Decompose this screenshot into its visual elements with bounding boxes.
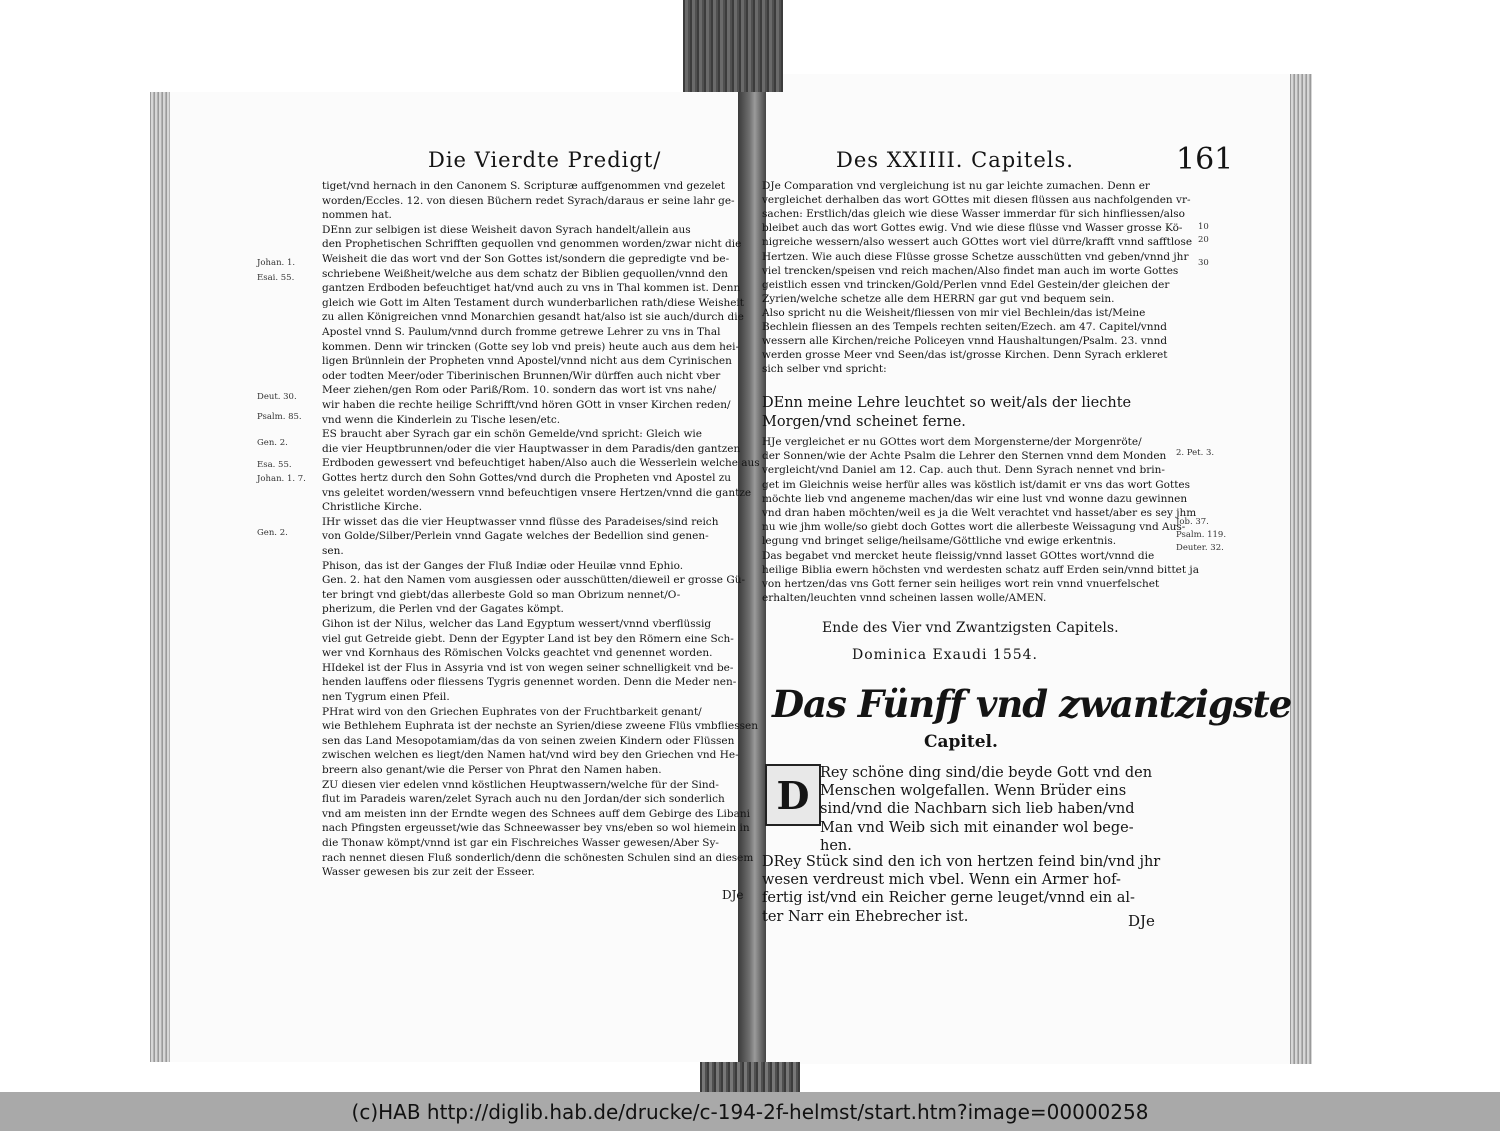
chapter-title: Das Fünff vnd zwantzigste — [772, 682, 1292, 726]
text-line: DEnn zur selbigen ist diese Weisheit davon Syrach handelt/allein aus — [322, 223, 691, 236]
text-line: vnd am meisten inn der Erndte wegen des Schnees auff dem Gebirge des Libani — [322, 807, 750, 820]
margin-note: Deut. 30. — [257, 392, 297, 402]
text-line: Gottes hertz durch den Sohn Gottes/vnd durch die Propheten vnd Apostel zu — [322, 472, 732, 484]
text-line: nu wie jhm wolle/so giebt doch Gottes wort die allerbeste Weissagung vnd Aus- — [762, 521, 1186, 534]
text-line: tiget/vnd hernach in den Canonem S. Scripturæ auffgenommen vnd gezelet — [322, 180, 725, 192]
text-line: kommen. Denn wir trincken (Gotte sey lob vnd preis) heute auch aus dem hei- — [322, 340, 740, 353]
text-line: Gihon ist der Nilus, welcher das Land Egyptum wessert/vnnd vberflüssig — [322, 618, 712, 630]
verse-line: wesen verdreust mich vbel. Wenn ein Armer hof- — [762, 872, 1121, 889]
text-line: gleich wie Gott im Alten Testament durch wunderbarlichen rath/diese Weisheit — [322, 296, 745, 309]
quote-line: DEnn meine Lehre leuchtet so weit/als der liechte — [762, 395, 1132, 411]
text-line: vnd wenn die Kinderlein zu Tische lesen/etc. — [322, 413, 561, 426]
text-line: Weisheit die das wort vnd der Son Gottes ist/sondern die gepredigte vnd be- — [322, 253, 730, 265]
left-page-edge — [150, 92, 170, 1062]
text-line: oder todten Meer/oder Tiberinischen Brunnen/Wir dürffen auch nicht vber — [322, 369, 721, 382]
text-line: viel trencken/speisen vnd reich machen/Also findet man auch im worte Gottes — [762, 264, 1179, 277]
text-line: get im Gleichnis weise herfür alles was köstlich ist/damit er vns das wort Gottes — [762, 478, 1191, 491]
verse-line: fertig ist/vnd ein Reicher gerne leuget/vnnd ein al- — [762, 890, 1135, 907]
text-line: vergleicht/vnd Daniel am 12. Cap. auch thut. Denn Syrach nennet vnd brin- — [762, 464, 1165, 477]
verse-line: Man vnd Weib sich mit einander wol bege- — [820, 819, 1134, 836]
margin-note: Esai. 55. — [257, 273, 295, 283]
text-line: zu allen Königreichen vnnd Monarchien gesandt hat/also ist sie auch/durch die — [322, 311, 744, 324]
text-line: ligen Brünnlein der Propheten vnnd Apostel/vnnd nicht aus dem Cyrinischen — [322, 355, 732, 368]
credit-text: (c)HAB http://diglib.hab.de/drucke/c-194-2f-helmst/start.htm?image=00000258 — [351, 1099, 1149, 1124]
text-line: werden grosse Meer vnd Seen/das ist/grosse Kirchen. Denn Syrach erkleret — [762, 349, 1168, 362]
verse-line: Rey schöne ding sind/die beyde Gott vnd den — [820, 765, 1153, 781]
verse-line: Menschen wolgefallen. Wenn Brüder eins — [820, 783, 1127, 800]
text-line: Wasser gewesen bis zur zeit der Esseer. — [322, 866, 535, 879]
margin-note: Psalm. 85. — [257, 412, 302, 422]
margin-note: Psalm. 119. — [1176, 530, 1227, 540]
text-line: wir haben die rechte heilige Schrifft/vnd hören GOtt in vnser Kirchen reden/ — [322, 399, 731, 411]
image-credit-footer — [0, 1092, 1500, 1131]
text-line: die Thonaw kömpt/vnnd ist gar ein Fischreiches Wasser gewesen/Aber Sy- — [322, 837, 719, 849]
text-line: pherizum, die Perlen vnd der Gagates kömpt. — [322, 603, 564, 616]
text-line: sich selber vnd spricht: — [762, 363, 887, 376]
left-running-head: Die Vierdte Predigt/ — [428, 148, 662, 172]
verse-line: hen. — [820, 837, 852, 854]
text-line: gantzen Erdboden befeuchtiget hat/vnd auch zu vns in Thal kommen ist. Denn — [322, 282, 741, 295]
drop-cap-initial: D — [765, 764, 821, 826]
text-line: der Sonnen/wie der Achte Psalm die Lehrer den Sternen vnnd dem Monden — [762, 450, 1167, 463]
text-line: PHrat wird von den Griechen Euphrates von der Fruchtbarkeit genant/ — [322, 705, 702, 718]
text-line: nach Pfingsten ergeusset/wie das Schneewasser bey vns/eben so wol hiemein in — [322, 822, 750, 835]
page-number: 161 — [1176, 142, 1234, 177]
quote-line: Morgen/vnd scheinet ferne. — [762, 414, 966, 430]
text-line: henden lauffens oder fliessens Tygris genennet worden. Denn die Meder nen- — [322, 676, 737, 689]
margin-note: Gen. 2. — [257, 438, 288, 448]
left-catchword: DJe — [722, 888, 744, 902]
bookmark-ribbon-top — [683, 0, 783, 92]
text-line: Zyrien/welche schetze alle dem HERRN gar gut vnd bequem sein. — [762, 292, 1115, 305]
text-line: nommen hat. — [322, 209, 392, 222]
text-line: Das begabet vnd mercket heute fleissig/vnnd lasset GOttes wort/vnnd die — [762, 549, 1155, 562]
text-line: heilige Biblia ewern höchsten vnd werdesten schatz auff Erden sein/vnnd bittet ja — [762, 563, 1199, 576]
text-line: viel gut Getreide giebt. Denn der Egypter Land ist bey den Römern eine Sch- — [322, 632, 734, 645]
text-line: DJe Comparation vnd vergleichung ist nu gar leichte zumachen. Denn er — [762, 180, 1150, 192]
text-line: ZU diesen vier edelen vnnd köstlichen Heuptwassern/welche für der Sind- — [322, 778, 719, 791]
text-line: flut im Paradeis waren/zelet Syrach auch nu den Jordan/der sich sonderlich — [322, 793, 725, 806]
text-line: nen Tygrum einen Pfeil. — [322, 691, 450, 703]
text-line: breern also genant/wie die Perser von Phrat den Namen haben. — [322, 764, 662, 776]
margin-note: Gen. 2. — [257, 528, 288, 538]
verse-line: sind/vnd die Nachbarn sich lieb haben/vnd — [820, 801, 1135, 818]
right-catchword: DJe — [1128, 912, 1155, 930]
text-line: HJe vergleichet er nu GOttes wort dem Morgensterne/der Morgenröte/ — [762, 436, 1142, 448]
margin-note: 30 — [1198, 258, 1209, 268]
text-line: wessern alle Kirchen/reiche Policeyen vnnd Haushaltungen/Psalm. 23. vnnd — [762, 335, 1168, 348]
margin-note: Job. 37. — [1176, 517, 1209, 527]
margin-note: Johan. 1. 7. — [257, 474, 306, 484]
margin-note: Esa. 55. — [257, 460, 292, 470]
text-line: nigreiche wessern/also wessert auch GOttes wort viel dürre/krafft vnnd safftlose — [762, 236, 1193, 249]
right-running-head: Des XXIIII. Capitels. — [836, 148, 1074, 172]
text-line: die vier Heuptbrunnen/oder die vier Hauptwasser in dem Paradis/den gantzen — [322, 442, 741, 455]
text-line: den Prophetischen Schrifften gequollen vnd genommen worden/zwar nicht die — [322, 238, 742, 251]
text-line: Hertzen. Wie auch diese Flüsse grosse Schetze ausschütten vnd geben/vnnd jhr — [762, 250, 1189, 263]
text-line: Meer ziehen/gen Rom oder Pariß/Rom. 10. sondern das wort ist vns nahe/ — [322, 384, 717, 397]
right-page-edge — [1290, 74, 1312, 1064]
text-line: vergleichet derhalben das wort GOttes mit diesen flüssen aus nachfolgenden vr- — [762, 194, 1191, 207]
bookmark-ribbon-bottom — [700, 1062, 800, 1092]
text-line: von Golde/Silber/Perlein vnnd Gagate welches der Bedellion sind genen- — [322, 530, 709, 543]
dominica-line: Dominica Exaudi 1554. — [852, 647, 1038, 663]
text-line: Phison, das ist der Ganges der Fluß Indiæ oder Heuilæ vnnd Ephio. — [322, 559, 684, 572]
margin-note: Johan. 1. — [257, 258, 296, 268]
text-line: Bechlein fliessen an des Tempels rechten seiten/Ezech. am 47. Capitel/vnnd — [762, 321, 1167, 333]
text-line: sen. — [322, 545, 344, 557]
chapter-end-line: Ende des Vier vnd Zwantzigsten Capitels. — [822, 620, 1119, 636]
text-line: IHr wisset das die vier Heuptwasser vnnd flüsse des Paradeises/sind reich — [322, 515, 719, 528]
text-line: geistlich essen vnd trincken/Gold/Perlen vnnd Edel Gestein/der gleichen der — [762, 278, 1170, 291]
text-line: schriebene Weißheit/welche aus dem schatz der Biblien gequollen/vnnd den — [322, 267, 728, 280]
text-line: Also spricht nu die Weisheit/fliessen von mir viel Bechlein/das ist/Meine — [762, 306, 1146, 319]
margin-note: Deuter. 32. — [1176, 543, 1224, 553]
text-line: ES braucht aber Syrach gar ein schön Gemelde/vnd spricht: Gleich wie — [322, 428, 702, 441]
margin-note: 2. Pet. 3. — [1176, 448, 1215, 458]
text-line: legung vnd bringet selige/heilsame/Göttliche vnd ewige erkentnis. — [762, 535, 1117, 548]
text-line: Apostel vnnd S. Paulum/vnnd durch fromme getrewe Lehrer zu vns in Thal — [322, 326, 721, 338]
text-line: möchte lieb vnd angeneme machen/das wir eine lust vnd wonne dazu gewinnen — [762, 492, 1188, 505]
text-line: von hertzen/das vns Gott ferner sein heiliges wort rein vnnd vnuerfelschet — [762, 578, 1160, 590]
text-line: vns geleitet worden/wessern vnnd befeuchtigen vnsere Hertzen/vnnd die gantze — [322, 486, 752, 499]
margin-note: 10 — [1198, 222, 1209, 232]
text-line: bleibet auch das wort Gottes ewig. Vnd wie diese flüsse vnd Wasser grosse Kö- — [762, 222, 1183, 235]
text-line: rach nennet diesen Fluß sonderlich/denn die schönesten Schulen sind an diesem — [322, 851, 754, 864]
text-line: zwischen welchen es liegt/den Namen hat/vnd wird bey den Griechen vnd He- — [322, 749, 739, 762]
verse-line: ter Narr ein Ehebrecher ist. — [762, 908, 969, 925]
text-line: erhalten/leuchten vnnd scheinen lassen wolle/AMEN. — [762, 592, 1047, 605]
text-line: worden/Eccles. 12. von diesen Büchern redet Syrach/daraus er seine lahr ge- — [322, 194, 735, 207]
chapter-subtitle: Capitel. — [924, 732, 998, 752]
text-line: HIdekel ist der Flus in Assyria vnd ist von wegen seiner schnelligkeit vnd be- — [322, 661, 734, 674]
verse-line: DRey Stück sind den ich von hertzen feind bin/vnd jhr — [762, 854, 1161, 870]
text-line: sachen: Erstlich/das gleich wie diese Wasser immerdar für sich hinfliessen/also — [762, 208, 1185, 221]
margin-note: 20 — [1198, 235, 1209, 245]
text-line: Christliche Kirche. — [322, 501, 423, 514]
text-line: sen das Land Mesopotamiam/das da von seinen zweien Kindern oder Flüssen — [322, 734, 735, 747]
text-line: wie Bethlehem Euphrata ist der nechste an Syrien/diese zweene Flüs vmbfliessen — [322, 720, 758, 733]
text-line: vnd dran haben möchten/weil es ja die Welt verachtet vnd hasset/aber es sey jhm — [762, 507, 1197, 519]
text-line: Erdboden gewessert vnd befeuchtiget haben/Also auch die Wesserlein welche aus — [322, 457, 760, 470]
text-line: wer vnd Kornhaus des Römischen Volcks geachtet vnd genennet worden. — [322, 647, 713, 660]
text-line: Gen. 2. hat den Namen vom ausgiessen oder ausschütten/dieweil er grosse Gü- — [322, 574, 746, 587]
text-line: ter bringt vnd giebt/das allerbeste Gold so man Obrizum nennet/O- — [322, 588, 681, 601]
